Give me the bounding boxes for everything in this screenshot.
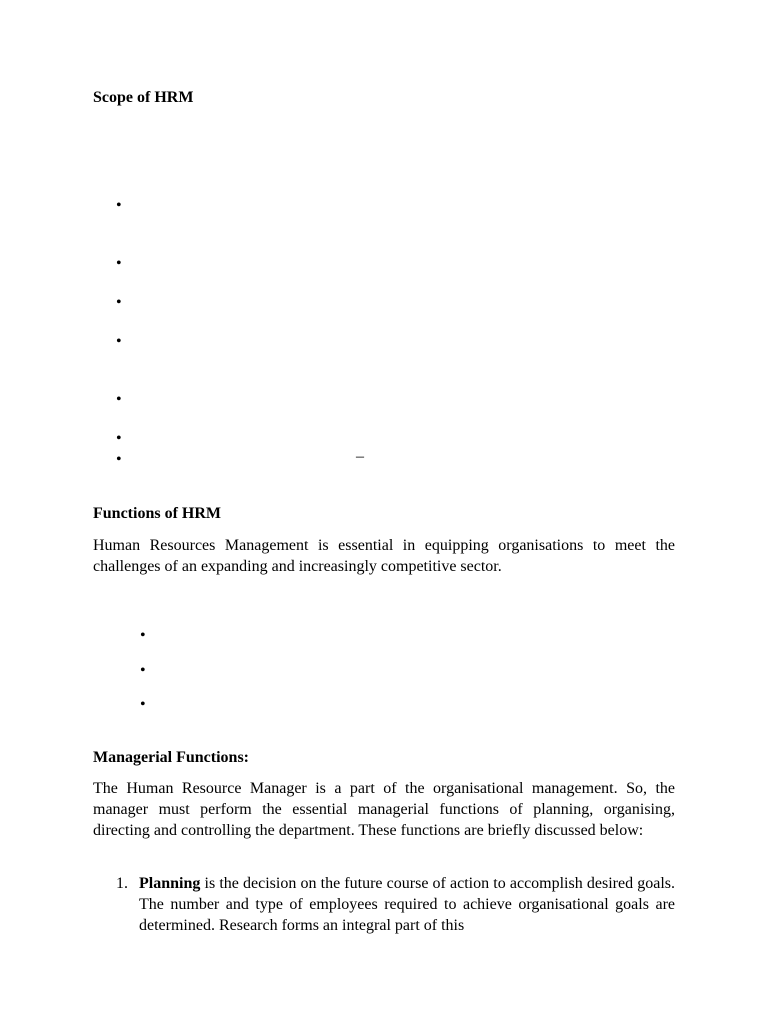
scope-bullet: • bbox=[116, 430, 122, 447]
functions-bullet: • bbox=[140, 662, 146, 679]
scope-dash: – bbox=[356, 448, 364, 465]
scope-bullet: • bbox=[116, 391, 122, 408]
scope-bullet: • bbox=[116, 197, 122, 214]
managerial-intro: The Human Resource Manager is a part of the organisational management. So, the manager must perform the essential managerial functions of planning, organising, directing and controlling the department. These functions are briefly discussed below: bbox=[93, 780, 675, 839]
list-item-text: is the decision on the future course of action to accomplish desired goals. The number and type of employees required to achieve organisational goals are determined. Research forms an integral part of this bbox=[139, 875, 675, 934]
functions-heading: Functions of HRM bbox=[93, 505, 221, 522]
scope-bullet: • bbox=[116, 255, 122, 272]
functions-bullet: • bbox=[140, 627, 146, 644]
managerial-heading: Managerial Functions: bbox=[93, 749, 249, 766]
scope-bullet: • bbox=[116, 333, 122, 350]
list-item-term: Planning bbox=[139, 875, 201, 892]
list-item bbox=[139, 873, 675, 936]
scope-heading: Scope of HRM bbox=[93, 89, 194, 106]
functions-bullet: • bbox=[140, 696, 146, 713]
scope-bullet: • bbox=[116, 294, 122, 311]
functions-intro: Human Resources Management is essential in equipping organisations to meet the challenges of an expanding and increasingly competitive sector. bbox=[93, 537, 675, 575]
scope-bullet: • bbox=[116, 451, 122, 468]
list-number: 1. bbox=[116, 875, 128, 892]
